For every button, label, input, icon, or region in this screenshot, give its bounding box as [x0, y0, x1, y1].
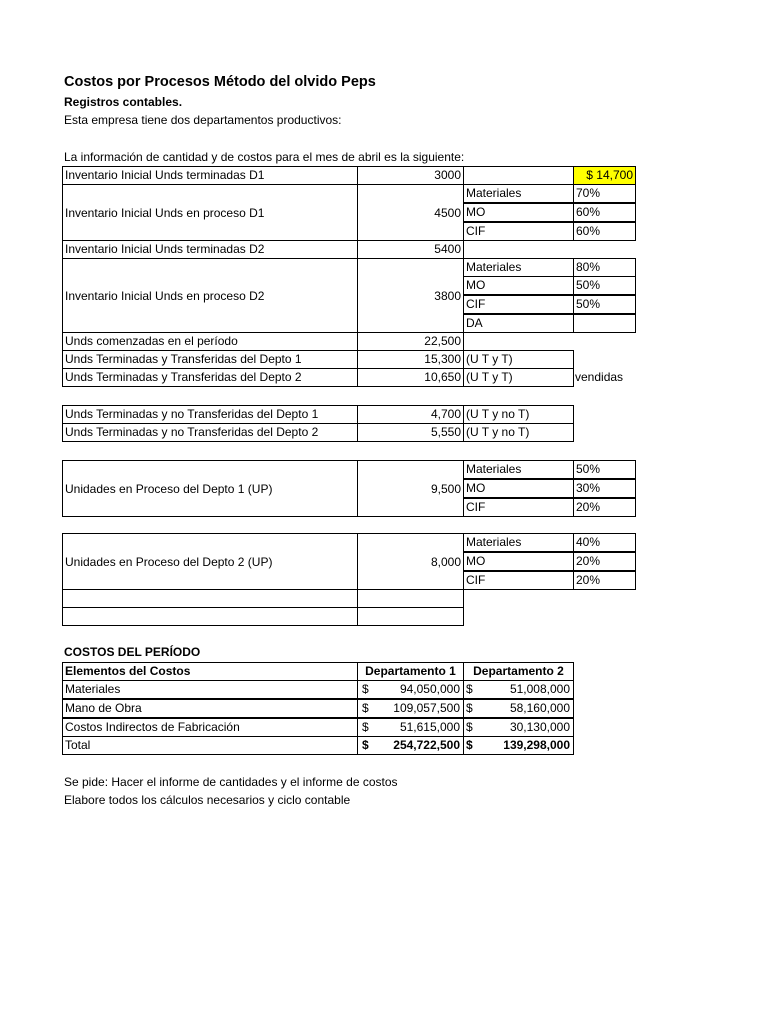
label-cell: Inventario Inicial Unds en proceso D1 [62, 184, 358, 241]
amount: 109,057,500 [393, 701, 460, 715]
qty-cell: 15,300 [357, 350, 464, 369]
pct-name-cell: CIF [463, 571, 574, 590]
empty-cell [357, 589, 464, 608]
costos-total-label: Total [62, 736, 358, 755]
footer-line-1: Se pide: Hacer el informe de cantidades y el informe de costos [64, 775, 398, 789]
label-cell: Unds comenzadas en el período [62, 332, 358, 351]
amount: 51,615,000 [399, 720, 460, 734]
document-title: Costos por Procesos Método del olvido Peps [64, 74, 376, 90]
label-cell: Inventario Inicial Unds en proceso D2 [62, 258, 358, 333]
costos-header-depto2: Departamento 2 [463, 662, 574, 681]
pct-name-cell: Materiales [463, 533, 574, 552]
label-cell: Unds Terminadas y Transferidas del Depto 2 [62, 368, 358, 387]
document-subtitle: Registros contables. [64, 95, 183, 109]
pct-name-cell: CIF [463, 222, 574, 241]
tag-cell: (U T y T) [463, 368, 574, 387]
currency-symbol: $ [362, 720, 369, 734]
pct-name-cell: CIF [463, 498, 574, 517]
qty-cell: 3800 [357, 258, 464, 333]
currency-symbol: $ [362, 738, 369, 752]
currency-symbol: $ [466, 738, 473, 752]
pct-name-cell: MO [463, 276, 574, 295]
pct-value-cell: 20% [573, 571, 636, 590]
label-cell: Unds Terminadas y no Transferidas del Depto 2 [62, 423, 358, 442]
tag-cell: (U T y T) [463, 350, 574, 369]
pct-name-cell: Materiales [463, 460, 574, 479]
pct-name-cell: DA [463, 314, 574, 333]
pct-value-cell: 40% [573, 533, 636, 552]
costos-header-depto1: Departamento 1 [357, 662, 464, 681]
tag-cell: (U T y no T) [463, 423, 574, 442]
qty-cell: 10,650 [357, 368, 464, 387]
costos-total-d1-cell [357, 736, 464, 755]
costos-heading: COSTOS DEL PERÍODO [64, 645, 201, 659]
costos-row-label: Costos Indirectos de Fabricación [62, 718, 358, 737]
currency-symbol: $ [362, 682, 369, 696]
label-cell: Unds Terminadas y no Transferidas del Depto 1 [62, 405, 358, 424]
pct-name-cell: CIF [463, 295, 574, 314]
label-cell: Inventario Inicial Unds terminadas D1 [62, 166, 358, 185]
pct-value-cell: 20% [573, 498, 636, 517]
empty-cell [463, 166, 574, 185]
amount: 139,298,000 [503, 738, 570, 752]
pct-value-cell: 50% [573, 276, 636, 295]
vendidas-note: vendidas [575, 370, 624, 384]
empty-cell [357, 607, 464, 626]
empty-cell [62, 607, 358, 626]
qty-cell: 3000 [357, 166, 464, 185]
qty-cell: 8,000 [357, 533, 464, 590]
pct-name-cell: Materiales [463, 184, 574, 203]
pct-value-cell: 60% [573, 222, 636, 241]
currency-symbol: $ [466, 720, 473, 734]
costos-d2-cell [463, 718, 574, 737]
currency-symbol: $ [466, 701, 473, 715]
qty-cell: 22,500 [357, 332, 464, 351]
pct-name-cell: Materiales [463, 258, 574, 277]
costos-d1-cell [357, 718, 464, 737]
qty-cell: 5400 [357, 240, 464, 259]
amount: 30,130,000 [509, 720, 570, 734]
pct-name-cell: MO [463, 479, 574, 498]
pct-value-cell: 30% [573, 479, 636, 498]
costos-d2-cell [463, 699, 574, 718]
amount: 94,050,000 [399, 682, 460, 696]
pct-value-cell: 20% [573, 552, 636, 571]
pct-value-cell [573, 314, 636, 333]
costos-d2-cell [463, 680, 574, 699]
amount: 51,008,000 [509, 682, 570, 696]
amount: 254,722,500 [393, 738, 460, 752]
costos-row-label: Mano de Obra [62, 699, 358, 718]
costos-header-elementos: Elementos del Costos [62, 662, 358, 681]
footer-line-2: Elabore todos los cálculos necesarios y ciclo contable [64, 793, 351, 807]
costos-d1-cell [357, 699, 464, 718]
info-text: La información de cantidad y de costos para el mes de abril es la siguiente: [64, 150, 465, 164]
pct-value-cell: 80% [573, 258, 636, 277]
label-cell: Inventario Inicial Unds terminadas D2 [62, 240, 358, 259]
pct-value-cell: 50% [573, 460, 636, 479]
label-cell: Unidades en Proceso del Depto 1 (UP) [62, 460, 358, 517]
qty-cell: 5,550 [357, 423, 464, 442]
pct-name-cell: MO [463, 552, 574, 571]
pct-value-cell: 50% [573, 295, 636, 314]
currency-symbol: $ [466, 682, 473, 696]
qty-cell: 4,700 [357, 405, 464, 424]
costos-d1-cell [357, 680, 464, 699]
intro-text: Esta empresa tiene dos departamentos productivos: [64, 113, 342, 127]
tag-cell: (U T y no T) [463, 405, 574, 424]
highlighted-cost-cell: $ 14,700 [573, 166, 636, 185]
label-cell: Unidades en Proceso del Depto 2 (UP) [62, 533, 358, 590]
qty-cell: 9,500 [357, 460, 464, 517]
pct-value-cell: 60% [573, 203, 636, 222]
currency-symbol: $ [362, 701, 369, 715]
pct-name-cell: MO [463, 203, 574, 222]
pct-value-cell: 70% [573, 184, 636, 203]
costos-total-d2-cell [463, 736, 574, 755]
empty-cell [62, 589, 358, 608]
qty-cell: 4500 [357, 184, 464, 241]
label-cell: Unds Terminadas y Transferidas del Depto 1 [62, 350, 358, 369]
amount: 58,160,000 [509, 701, 570, 715]
costos-row-label: Materiales [62, 680, 358, 699]
